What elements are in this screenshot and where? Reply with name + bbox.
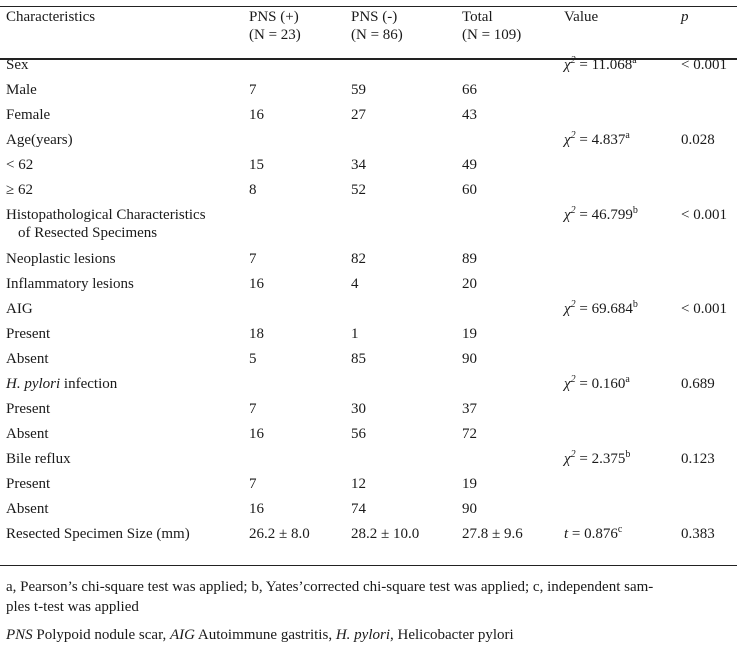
cell-test-value: $\chi^2 = 0.160^a$ [564, 374, 630, 392]
cell-pns-positive: 15 [249, 157, 264, 173]
cell-p-value [681, 250, 743, 275]
row-label: Inflammatory lesions [6, 276, 134, 292]
cell-p-value [681, 325, 743, 350]
cell-pns-positive [249, 375, 351, 400]
table-top-rule [0, 6, 737, 7]
row-label: Sex [6, 57, 29, 73]
table-row [6, 106, 743, 131]
cell-total [462, 300, 564, 325]
cell-p-value: < 0.001 [681, 207, 727, 223]
cell-pns-positive: 16 [249, 426, 264, 442]
cell-test-value: t = 0.876$^c$ [564, 524, 623, 542]
cell-p-value [681, 425, 743, 450]
table-row [6, 325, 743, 350]
table-row [6, 181, 743, 206]
cell-total: 19 [462, 476, 477, 492]
cell-pns-positive: 26.2 ± 8.0 [249, 526, 310, 542]
table-row [6, 156, 743, 181]
cell-pns-negative: 27 [351, 107, 366, 123]
cell-pns-positive: 8 [249, 182, 257, 198]
cell-total: 20 [462, 276, 477, 292]
cell-p-value [681, 400, 743, 425]
row-label: Present [6, 326, 51, 342]
cell-pns-positive [249, 131, 351, 156]
table-row [6, 250, 743, 275]
cell-p-value [681, 500, 743, 525]
cell-p-value [681, 156, 743, 181]
cell-total: 90 [462, 501, 477, 517]
table-footnotes [6, 577, 737, 645]
table-row [6, 425, 743, 450]
table-bottom-rule [0, 565, 737, 566]
table-row [6, 300, 743, 325]
cell-pns-negative: 59 [351, 82, 366, 98]
table-row [6, 475, 743, 500]
table-row [6, 450, 743, 475]
row-label: H. pylori infection [6, 376, 118, 392]
row-label: AIG [6, 301, 33, 317]
cell-p-value [681, 181, 743, 206]
table-row [6, 131, 743, 156]
cell-total: 90 [462, 351, 477, 367]
row-label: Male [6, 82, 37, 98]
row-label: Absent [6, 426, 49, 442]
cell-pns-positive: 16 [249, 501, 264, 517]
cell-pns-positive: 16 [249, 107, 264, 123]
cell-p-value: 0.028 [681, 132, 715, 148]
cell-total: 19 [462, 326, 477, 342]
cell-pns-negative: 56 [351, 426, 366, 442]
cell-total [462, 375, 564, 400]
cell-p-value: < 0.001 [681, 301, 727, 317]
cell-pns-negative [351, 300, 462, 325]
row-label: Present [6, 476, 51, 492]
row-label: Female [6, 107, 51, 123]
cell-pns-negative [351, 206, 462, 250]
cell-total: 72 [462, 426, 477, 442]
cell-total: 66 [462, 82, 477, 98]
cell-pns-negative: 85 [351, 351, 366, 367]
cell-p-value: 0.383 [681, 526, 715, 542]
cell-p-value: < 0.001 [681, 57, 727, 73]
cell-total: 43 [462, 107, 477, 123]
row-label: Age(years) [6, 132, 73, 148]
header-characteristics: Characteristics [6, 9, 96, 25]
header-value: Value [564, 9, 599, 25]
cell-pns-positive: 16 [249, 276, 264, 292]
cell-pns-positive [249, 450, 351, 475]
cell-pns-negative [351, 375, 462, 400]
cell-p-value: 0.123 [681, 451, 715, 467]
table-row [6, 81, 743, 106]
cell-total: 60 [462, 182, 477, 198]
cell-test-value: $\chi^2 = 4.837^a$ [564, 130, 630, 148]
cell-pns-positive: 7 [249, 476, 257, 492]
cell-total: 37 [462, 401, 477, 417]
results-table [6, 8, 737, 550]
cell-pns-negative [351, 450, 462, 475]
cell-total [462, 450, 564, 475]
cell-pns-positive: 7 [249, 251, 257, 267]
header-pns-negative: PNS (-) (N = 86) [351, 9, 403, 43]
cell-test-value [564, 81, 681, 106]
cell-pns-negative: 12 [351, 476, 366, 492]
cell-pns-negative: 82 [351, 251, 366, 267]
row-label: Neoplastic lesions [6, 251, 116, 267]
cell-total: 27.8 ± 9.6 [462, 526, 523, 542]
footnote-tests: a, Pearson’s chi-square test was applied; b, Yates’corrected chi-square test was applied; c, independent sam- ples t-test was applied [6, 579, 654, 615]
header-p: p [681, 9, 689, 25]
cell-total [462, 131, 564, 156]
row-label: Absent [6, 501, 49, 517]
row-label: Resected Specimen Size (mm) [6, 526, 190, 542]
cell-total: 89 [462, 251, 477, 267]
table-row [6, 275, 743, 300]
table-row [6, 525, 743, 550]
cell-pns-positive: 7 [249, 401, 257, 417]
header-pns-positive: PNS (+) (N = 23) [249, 9, 301, 43]
cell-test-value [564, 500, 681, 525]
cell-total: 49 [462, 157, 477, 173]
cell-test-value [564, 106, 681, 131]
cell-pns-positive: 5 [249, 351, 257, 367]
row-label: ≥ 62 [6, 182, 33, 198]
cell-p-value [681, 350, 743, 375]
cell-pns-negative [351, 131, 462, 156]
cell-test-value: $\chi^2 = 2.375^b$ [564, 449, 631, 467]
row-label: < 62 [6, 157, 34, 173]
cell-test-value [564, 475, 681, 500]
cell-pns-negative: 30 [351, 401, 366, 417]
cell-p-value [681, 275, 743, 300]
cell-test-value [564, 325, 681, 350]
cell-test-value [564, 425, 681, 450]
table-row [6, 400, 743, 425]
cell-pns-negative: 52 [351, 182, 366, 198]
footnote-abbreviations: PNS Polypoid nodule scar, AIG Autoimmune gastritis, H. pylori, Helicobacter pylori [6, 627, 514, 643]
cell-test-value [564, 181, 681, 206]
cell-test-value [564, 400, 681, 425]
table-row [6, 375, 743, 400]
cell-test-value [564, 250, 681, 275]
cell-test-value [564, 350, 681, 375]
cell-pns-negative: 74 [351, 501, 366, 517]
row-label: Present [6, 401, 51, 417]
cell-pns-positive: 7 [249, 82, 257, 98]
cell-pns-negative: 34 [351, 157, 366, 173]
cell-pns-negative: 28.2 ± 10.0 [351, 526, 420, 542]
cell-test-value: $\chi^2 = 69.684^b$ [564, 299, 638, 317]
table-row [6, 206, 743, 250]
cell-pns-negative: 1 [351, 326, 359, 342]
cell-pns-positive [249, 206, 351, 250]
header-total: Total (N = 109) [462, 9, 522, 43]
cell-p-value [681, 81, 743, 106]
cell-total [462, 206, 564, 250]
header-rule [0, 58, 737, 60]
row-label: Histopathological Characteristics of Resected Specimens [6, 207, 206, 241]
table-row [6, 500, 743, 525]
header-row [6, 8, 743, 56]
cell-test-value [564, 156, 681, 181]
cell-pns-positive [249, 300, 351, 325]
cell-p-value [681, 475, 743, 500]
cell-p-value [681, 106, 743, 131]
cell-pns-positive: 18 [249, 326, 264, 342]
table-row [6, 350, 743, 375]
cell-pns-negative: 4 [351, 276, 359, 292]
cell-test-value: $\chi^2 = 46.799^b$ [564, 205, 638, 223]
row-label: Bile reflux [6, 451, 71, 467]
cell-p-value: 0.689 [681, 376, 715, 392]
cell-test-value [564, 275, 681, 300]
row-label: Absent [6, 351, 49, 367]
cell-test-value: $\chi^2 = 11.068^a$ [564, 55, 637, 73]
